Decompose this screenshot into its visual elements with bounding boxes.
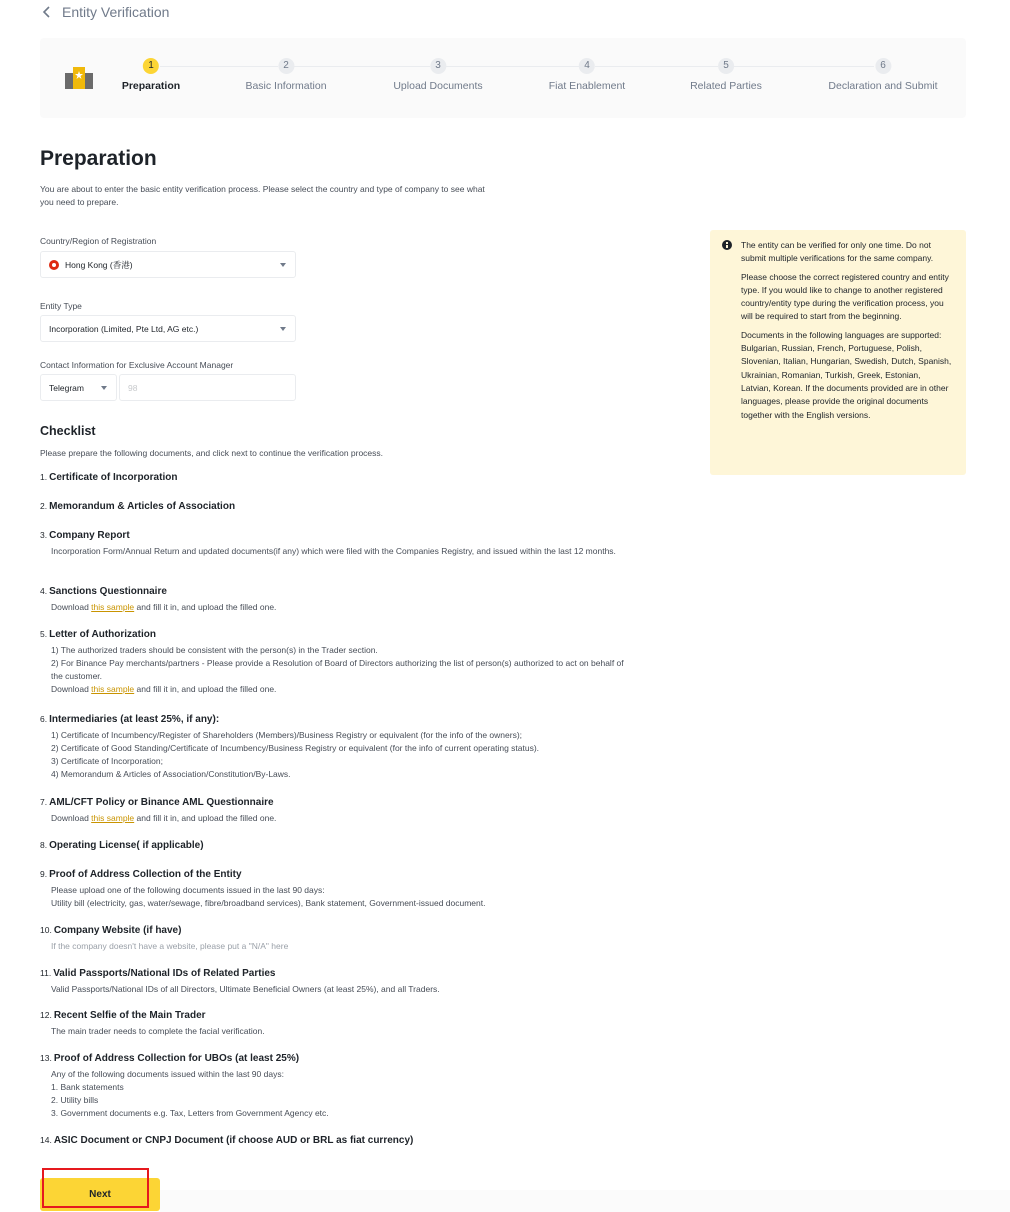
step-declaration-and-submit xyxy=(828,58,937,92)
checklist-item xyxy=(40,840,630,851)
page-header-title: Entity Verification xyxy=(62,4,170,20)
page-intro: You are about to enter the basic entity verification process. Please select the country and type of company to see what you need to prepare. xyxy=(40,184,485,207)
item-number: 3. xyxy=(40,530,48,540)
item-number: 14. xyxy=(40,1135,52,1145)
checklist-intro: Please prepare the following documents, and click next to continue the verification process. xyxy=(40,448,384,458)
country-select-value: Hong Kong (香港) xyxy=(65,259,133,270)
item-number: 1. xyxy=(40,472,48,482)
item-title: Intermediaries (at least 25%, if any): xyxy=(49,714,220,725)
item-description xyxy=(51,729,630,781)
checklist-title: Checklist xyxy=(40,424,96,438)
checklist-item xyxy=(40,1053,630,1120)
hong-kong-flag-icon xyxy=(49,260,59,270)
step-number: 3 xyxy=(430,58,446,74)
page-title: Preparation xyxy=(40,147,157,170)
step-number: 1 xyxy=(143,58,159,74)
contact-label: Contact Information for Exclusive Account Manager xyxy=(40,360,234,370)
chevron-down-icon xyxy=(280,263,286,267)
item-number: 4. xyxy=(40,586,48,596)
sample-link[interactable]: this sample xyxy=(91,813,135,823)
checklist-item xyxy=(40,629,630,696)
description-line: 4) Memorandum & Articles of Association/Constitution/By-Laws. xyxy=(51,769,291,779)
item-title: AML/CFT Policy or Binance AML Questionnaire xyxy=(49,797,274,808)
entity-type-select[interactable] xyxy=(40,315,296,342)
checklist-item xyxy=(40,797,630,825)
item-title: Memorandum & Articles of Association xyxy=(49,501,236,512)
entity-building-icon xyxy=(63,63,95,93)
download-prefix: Download xyxy=(51,813,92,823)
download-suffix: and fill it in, and upload the filled one. xyxy=(134,684,277,694)
country-label: Country/Region of Registration xyxy=(40,236,157,246)
step-number: 2 xyxy=(278,58,294,74)
chevron-down-icon xyxy=(101,386,107,390)
checklist-item xyxy=(40,869,630,910)
notice-paragraph: Please choose the correct registered country and entity type. If you would like to change to another registered country/entity type during the verification process, you will be required to start from the beginning. xyxy=(741,271,949,322)
checklist-item xyxy=(40,586,630,614)
checklist-item xyxy=(40,530,630,558)
footer-bar xyxy=(160,1190,1010,1212)
description-line: 3. Government documents e.g. Tax, Letters from Government Agency etc. xyxy=(51,1108,329,1118)
item-description xyxy=(51,644,630,696)
item-number: 11. xyxy=(40,968,52,978)
notice-box xyxy=(710,230,966,475)
sample-link[interactable]: this sample xyxy=(91,602,135,612)
country-select[interactable] xyxy=(40,251,296,278)
item-description: If the company doesn't have a website, please put a "N/A" here xyxy=(51,941,289,951)
description-line: 1) Certificate of Incumbency/Register of Shareholders (Members)/Business Registry or equivalent (for the info of the owners); xyxy=(51,730,523,740)
sample-link[interactable]: this sample xyxy=(91,684,135,694)
notice-paragraph: Documents in the following languages are supported: Bulgarian, Russian, French, Portuguese, Polish, Slovenian, Italian, Hungarian, Swedish, Dutch, Spanish, Ukrainian, Romanian, Turkish, Greek, Estonian, Latvian, Korean. If the documents provided are in other languages, please provide the original documents together with the English versions. xyxy=(741,329,952,420)
step-number: 4 xyxy=(579,58,595,74)
item-description: Incorporation Form/Annual Return and updated documents(if any) which were filed with the Companies Registry, and issued within the last 12 months. xyxy=(51,546,616,556)
download-prefix: Download xyxy=(51,602,92,612)
page-header xyxy=(40,3,169,21)
item-title: Valid Passports/National IDs of Related Parties xyxy=(53,968,276,979)
description-line: Any of the following documents issued within the last 90 days: xyxy=(51,1069,284,1079)
info-icon xyxy=(722,240,732,250)
item-number: 7. xyxy=(40,797,48,807)
item-number: 2. xyxy=(40,501,48,511)
step-upload-documents xyxy=(393,58,482,92)
contact-method-value: Telegram xyxy=(49,382,84,393)
description-line xyxy=(51,683,630,696)
checklist-item xyxy=(40,968,630,996)
step-fiat-enablement xyxy=(549,58,625,92)
item-title: Letter of Authorization xyxy=(49,629,156,640)
item-title: Proof of Address Collection for UBOs (at least 25%) xyxy=(53,1053,300,1064)
description-line: 2) For Binance Pay merchants/partners - Please provide a Resolution of Board of Directors authorizing the list of person(s) authorized to act on behalf of the customer. xyxy=(51,658,624,681)
next-button[interactable]: Next xyxy=(40,1178,160,1211)
item-description xyxy=(51,812,630,825)
description-line: 1. Bank statements xyxy=(51,1082,124,1092)
item-title: Operating License( if applicable) xyxy=(49,840,204,851)
item-title: ASIC Document or CNPJ Document (if choose AUD or BRL as fiat currency) xyxy=(53,1135,414,1146)
entity-type-label: Entity Type xyxy=(40,301,82,311)
item-number: 6. xyxy=(40,714,48,724)
item-title: Recent Selfie of the Main Trader xyxy=(53,1010,206,1021)
step-related-parties xyxy=(690,58,762,92)
item-number: 8. xyxy=(40,840,48,850)
step-number: 6 xyxy=(875,58,891,74)
download-suffix: and fill it in, and upload the filled one. xyxy=(134,813,277,823)
item-description xyxy=(51,1068,630,1120)
checklist-item xyxy=(40,1010,630,1038)
step-label: Declaration and Submit xyxy=(828,80,938,92)
step-label: Related Parties xyxy=(690,80,762,92)
item-description: The main trader needs to complete the facial verification. xyxy=(51,1026,265,1036)
notice-paragraph: The entity can be verified for only one time. Do not submit multiple verifications for the same company. xyxy=(741,240,934,264)
item-number: 10. xyxy=(40,925,52,935)
checklist-item xyxy=(40,501,630,512)
checklist-item xyxy=(40,925,630,953)
item-title: Company Website (if have) xyxy=(53,925,182,936)
progress-stepper xyxy=(40,38,966,118)
item-description xyxy=(51,884,630,910)
chevron-down-icon xyxy=(280,327,286,331)
step-number: 5 xyxy=(718,58,734,74)
download-suffix: and fill it in, and upload the filled one. xyxy=(134,602,277,612)
checklist-item xyxy=(40,472,630,483)
item-number: 13. xyxy=(40,1053,52,1063)
step-preparation xyxy=(122,58,180,92)
description-line: 2. Utility bills xyxy=(51,1095,99,1105)
step-label: Preparation xyxy=(121,80,181,92)
item-description xyxy=(51,601,630,614)
item-title: Sanctions Questionnaire xyxy=(49,586,167,597)
checklist-item xyxy=(40,1135,630,1146)
contact-input[interactable] xyxy=(119,374,296,401)
item-number: 9. xyxy=(40,869,48,879)
entity-type-select-value: Incorporation (Limited, Pte Ltd, AG etc.) xyxy=(49,323,199,334)
item-number: 5. xyxy=(40,629,48,639)
chevron-left-icon[interactable] xyxy=(40,5,54,19)
item-title: Proof of Address Collection of the Entity xyxy=(49,869,242,880)
item-description: Valid Passports/National IDs of all Directors, Ultimate Beneficial Owners (at least 25%), and all Traders. xyxy=(51,984,440,994)
description-line: 2) Certificate of Good Standing/Certificate of Incumbency/Business Registry or equivalent (for the info of current operating status). xyxy=(51,743,540,753)
description-line: 3) Certificate of Incorporation; xyxy=(51,756,163,766)
item-number: 12. xyxy=(40,1010,52,1020)
checklist-item xyxy=(40,714,630,781)
description-line: 1) The authorized traders should be consistent with the person(s) in the Trader section. xyxy=(51,645,378,655)
item-title: Company Report xyxy=(49,530,130,541)
description-line: Please upload one of the following documents issued in the last 90 days: xyxy=(51,885,325,895)
item-title: Certificate of Incorporation xyxy=(49,472,178,483)
step-basic-information xyxy=(245,58,326,92)
description-line: Utility bill (electricity, gas, water/sewage, fibre/broadband services), Bank statement, Government-issued document. xyxy=(51,898,486,908)
step-label: Upload Documents xyxy=(393,80,483,92)
step-label: Fiat Enablement xyxy=(548,80,626,92)
download-prefix: Download xyxy=(51,684,92,694)
step-label: Basic Information xyxy=(245,80,327,92)
contact-method-select[interactable] xyxy=(40,374,117,401)
